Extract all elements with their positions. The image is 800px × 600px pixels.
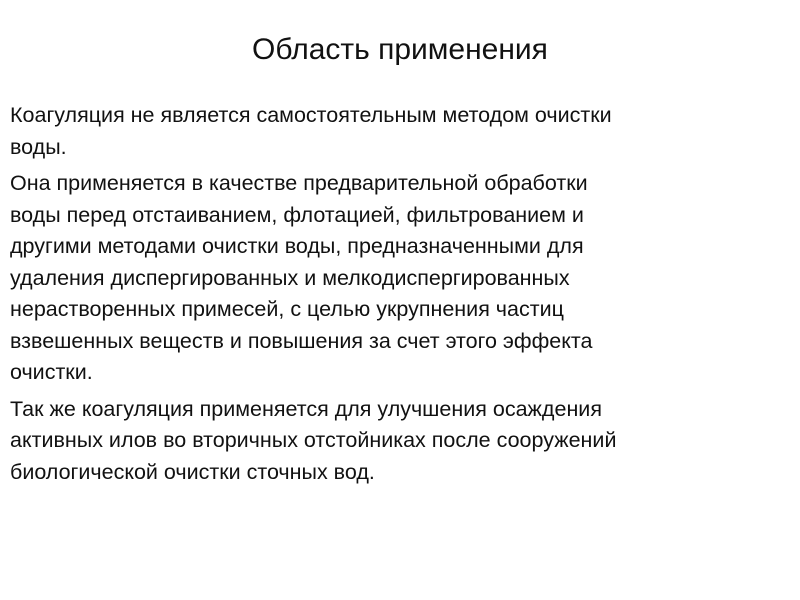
text-line: удаления диспергированных и мелкодиспергированных xyxy=(10,265,570,290)
text-line: биологической очистки сточных вод. xyxy=(10,459,375,484)
text-line: Она применяется в качестве предварительной обработки xyxy=(10,171,588,195)
paragraph-pretreatment-use xyxy=(10,168,795,389)
slide-body xyxy=(10,100,795,493)
paragraph-activated-sludge-use xyxy=(10,394,795,489)
text-line: Коагуляция не является самостоятельным методом очистки xyxy=(10,103,612,127)
slide-title: Область применения xyxy=(252,33,548,66)
text-line: взвешенных веществ и повышения за счет этого эффекта xyxy=(10,328,593,353)
text-line: очистки. xyxy=(10,360,93,384)
text-line: воды перед отстаиванием, флотацией, фильтрованием и xyxy=(10,202,584,227)
text-line: Так же коагуляция применяется для улучшения осаждения xyxy=(10,396,602,421)
text-line: активных илов во вторичных отстойниках после сооружений xyxy=(10,428,617,452)
text-line: другими методами очистки воды, предназначенными для xyxy=(10,234,584,258)
paragraph-coagulation-not-standalone xyxy=(10,100,795,163)
text-line: воды. xyxy=(10,134,67,159)
text-line: нерастворенных примесей, с целью укрупнения частиц xyxy=(10,297,564,321)
